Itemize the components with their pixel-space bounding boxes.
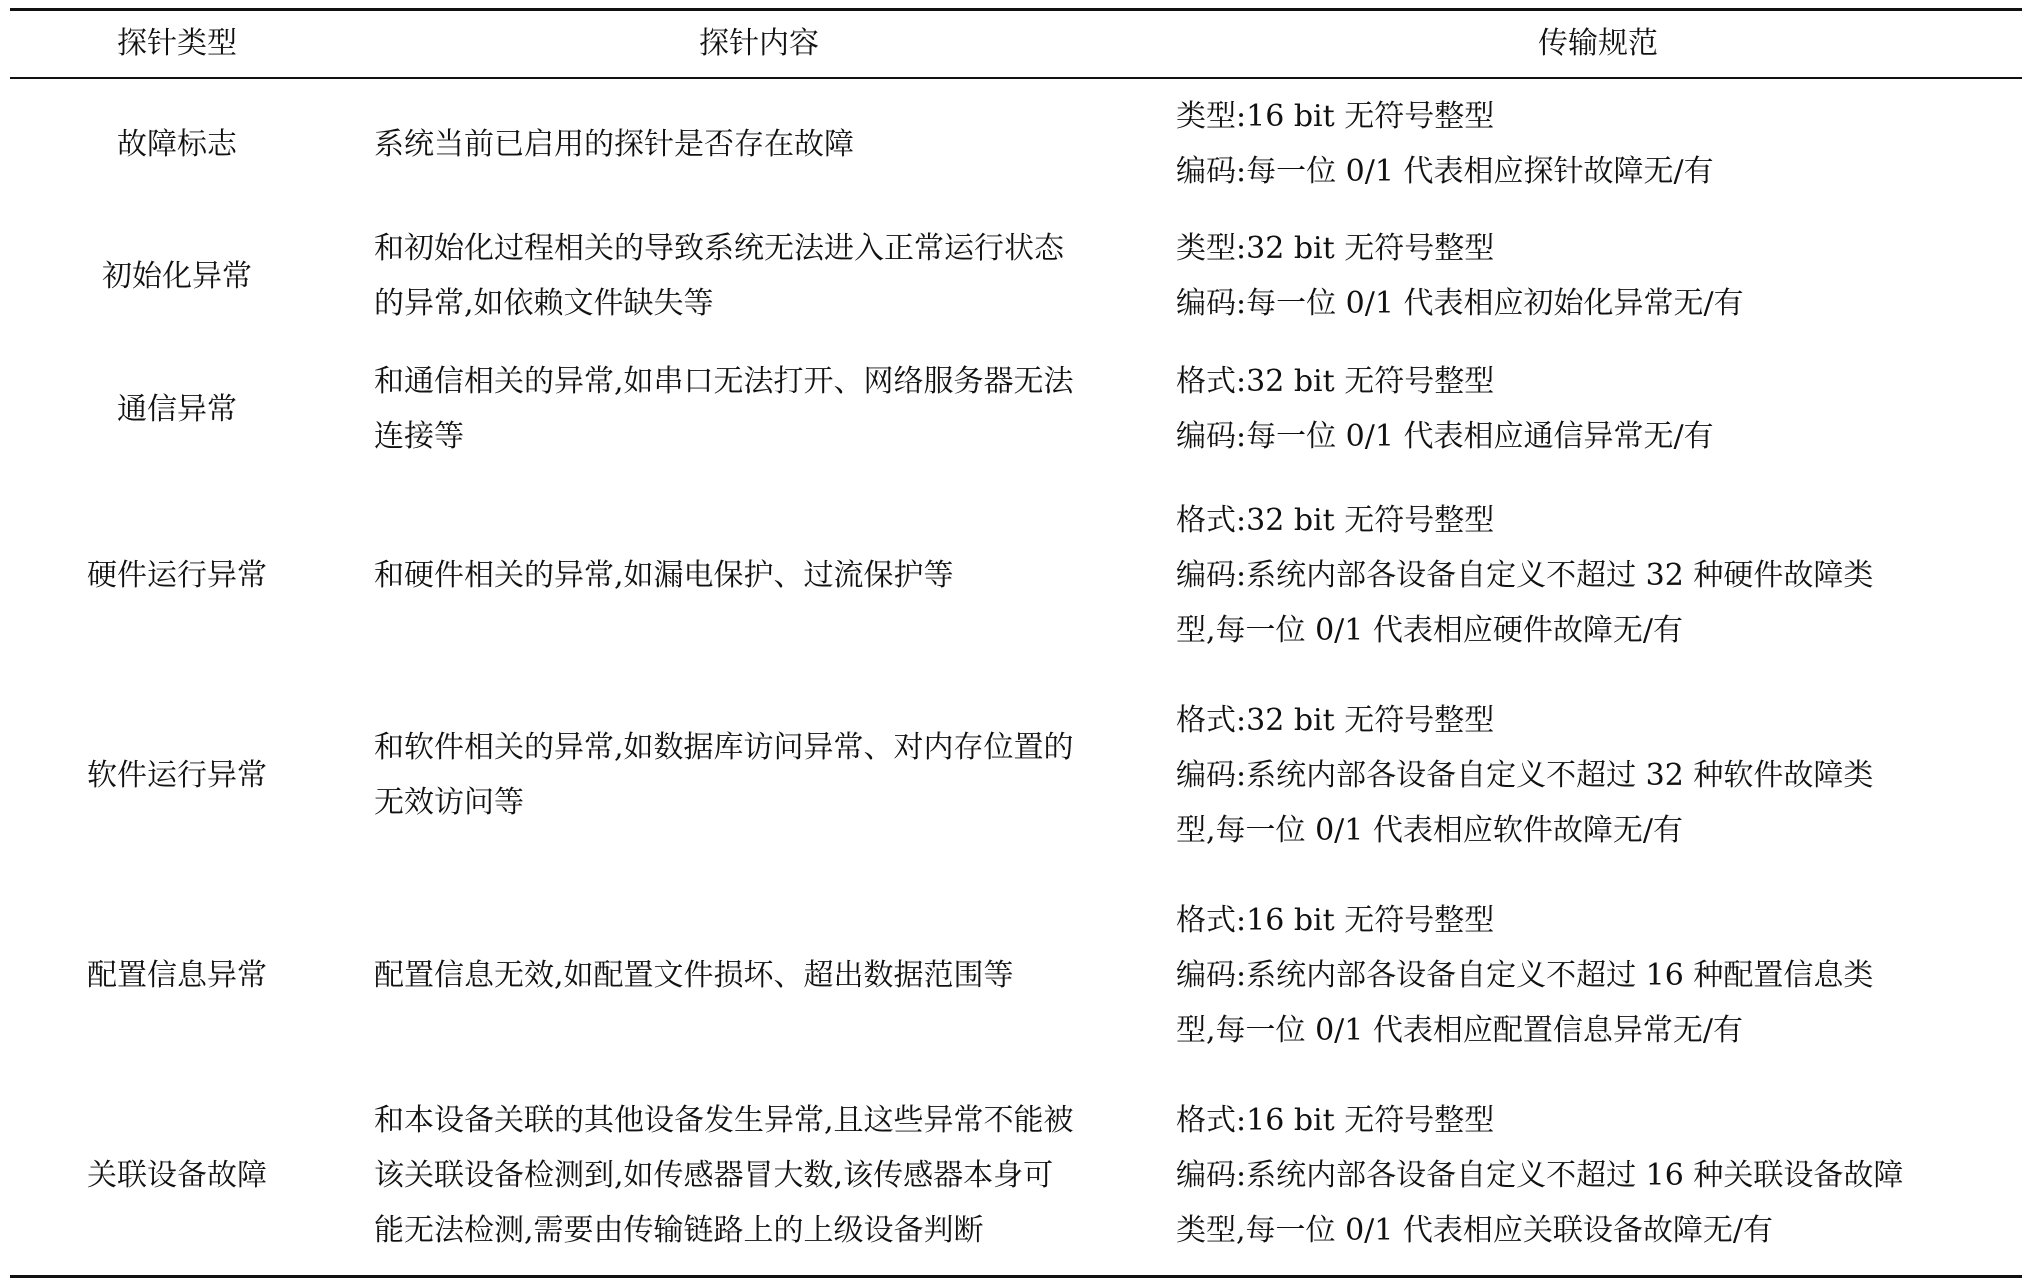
spec-line: 类型:16 bit 无符号整型 (1176, 99, 1495, 134)
content-line: 该关联设备检测到,如传感器冒大数,该传感器本身可 (374, 1157, 1054, 1193)
content-line: 连接等 (374, 419, 464, 454)
spec-line: 型,每一位 0/1 代表相应配置信息异常无/有 (1176, 1012, 1743, 1048)
transmission-spec-cell (1174, 209, 2022, 343)
transmission-spec-cell (1174, 875, 2022, 1075)
probe-type-cell: 初始化异常 (102, 258, 252, 294)
probe-content-cell (344, 209, 1174, 343)
spec-line: 编码:系统内部各设备自定义不超过 32 种硬件故障类 (1176, 557, 1874, 593)
spec-line: 编码:每一位 0/1 代表相应初始化异常无/有 (1176, 286, 1744, 321)
spec-line: 编码:每一位 0/1 代表相应通信异常无/有 (1176, 419, 1714, 454)
probe-type-cell: 硬件运行异常 (87, 557, 267, 593)
spec-line: 格式:32 bit 无符号整型 (1176, 502, 1495, 538)
spec-line: 编码:每一位 0/1 代表相应探针故障无/有 (1176, 154, 1714, 189)
content-line: 无效访问等 (374, 785, 524, 820)
spec-line: 型,每一位 0/1 代表相应软件故障无/有 (1176, 812, 1683, 848)
transmission-spec-cell (1174, 343, 2022, 475)
spec-line: 格式:16 bit 无符号整型 (1176, 1102, 1495, 1138)
probe-content-cell (344, 675, 1174, 875)
spec-line: 格式:32 bit 无符号整型 (1176, 364, 1495, 399)
probe-content-cell (344, 78, 1174, 209)
content-line: 能无法检测,需要由传输链路上的上级设备判断 (374, 1212, 984, 1248)
header-probe-type: 探针类型 (10, 10, 344, 79)
probe-content-cell (344, 1075, 1174, 1277)
content-line: 系统当前已启用的探针是否存在故障 (374, 126, 854, 162)
probe-type-cell: 关联设备故障 (10, 1075, 344, 1277)
header-transmission-spec: 传输规范 (1174, 10, 2022, 79)
transmission-spec-cell (1174, 675, 2022, 875)
content-line: 和本设备关联的其他设备发生异常,且这些异常不能被 (374, 1102, 1074, 1138)
spec-line: 格式:16 bit 无符号整型 (1176, 902, 1495, 938)
table-header-row (10, 10, 2022, 79)
content-line: 的异常,如依赖文件缺失等 (374, 286, 714, 321)
probe-spec-table-container (10, 8, 2022, 1278)
table-row (10, 343, 2022, 475)
probe-content-cell (344, 875, 1174, 1075)
table-row (10, 1075, 2022, 1277)
spec-line: 编码:系统内部各设备自定义不超过 32 种软件故障类 (1176, 757, 1874, 793)
table-row (10, 475, 2022, 675)
probe-type-cell: 软件运行异常 (87, 757, 267, 793)
transmission-spec-cell (1174, 475, 2022, 675)
table-row (10, 78, 2022, 209)
content-line: 和软件相关的异常,如数据库访问异常、对内存位置的 (374, 730, 1074, 765)
probe-type-cell: 配置信息异常 (87, 957, 267, 993)
content-line: 和通信相关的异常,如串口无法打开、网络服务器无法 (374, 364, 1074, 399)
content-line: 和硬件相关的异常,如漏电保护、过流保护等 (374, 557, 954, 593)
probe-spec-table (10, 8, 2022, 1278)
table-row (10, 675, 2022, 875)
transmission-spec-cell (1174, 78, 2022, 209)
probe-content-cell (344, 343, 1174, 475)
content-line: 配置信息无效,如配置文件损坏、超出数据范围等 (374, 957, 1014, 993)
content-line: 和初始化过程相关的导致系统无法进入正常运行状态 (374, 231, 1064, 266)
spec-line: 型,每一位 0/1 代表相应硬件故障无/有 (1176, 612, 1683, 648)
spec-line: 格式:32 bit 无符号整型 (1176, 702, 1495, 738)
table-row (10, 209, 2022, 343)
spec-line: 类型:32 bit 无符号整型 (1176, 231, 1495, 266)
table-row (10, 875, 2022, 1075)
transmission-spec-cell (1174, 1075, 2022, 1277)
spec-line: 编码:系统内部各设备自定义不超过 16 种配置信息类 (1176, 957, 1874, 993)
probe-type-cell: 故障标志 (117, 126, 237, 162)
spec-line: 类型,每一位 0/1 代表相应关联设备故障无/有 (1176, 1212, 1773, 1248)
probe-type-cell: 通信异常 (117, 391, 237, 427)
header-probe-content: 探针内容 (344, 10, 1174, 79)
probe-content-cell (344, 475, 1174, 675)
spec-line: 编码:系统内部各设备自定义不超过 16 种关联设备故障 (1176, 1157, 1904, 1193)
